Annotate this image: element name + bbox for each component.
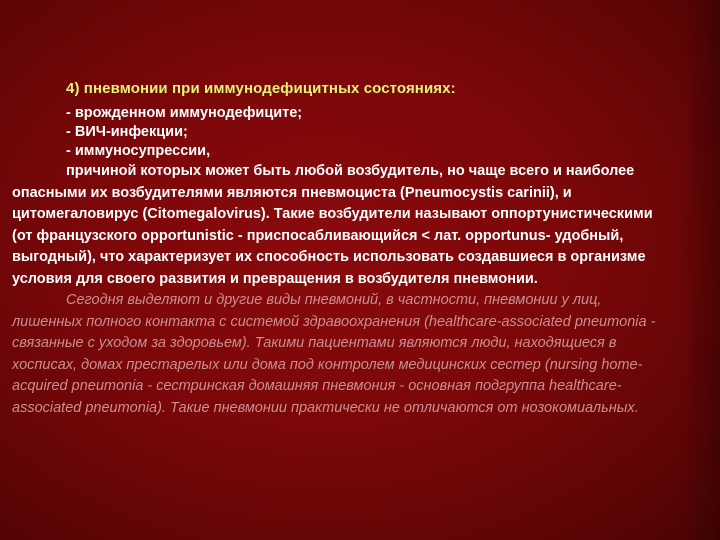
paragraph-healthcare-associated-text: Сегодня выделяют и другие виды пневмоний, в частности, пневмонии у лиц, лишенных полного контакта с системой здравоохранения (healthcare-associated pneumonia - связанные с уходом за здоровьем). Такими пациентами являются люди, находящиеся в хосписах, домах престарелых или дома под контролем медицинских сестер (nursing home-acquired pneumonia - сестринская домашняя пневмония - основная подгруппа healthcare-associated pneumonia). Такие пневмонии практически не отличаются от нозокомиальных.: [12, 292, 656, 416]
list-item-hiv-infection: - ВИЧ-инфекции;: [66, 124, 188, 140]
paragraph-pathogens: причиной которых может быть любой возбудитель, но чаще всего и наиболее опасными их возбудителями являются пневмоциста (Pneumocystis carinii), и цитомегаловирус (Citomegalovirus). Такие возбудители называют оппортунистическими (от французского opportunistic - приспосабливающийся < лат. opportunus- удобный, выгодный), что характеризует их способность использовать создавшиеся в организме условия для своего развития и превращения в возбудителя пневмонии.: [12, 163, 653, 287]
slide-heading: 4) пневмонии при иммунодефицитных состояниях:: [66, 80, 456, 97]
slide-content: [12, 80, 706, 419]
list-item-congenital-immunodeficiency: - врожденном иммунодефиците;: [66, 105, 303, 121]
paragraph-healthcare-associated: [12, 290, 662, 419]
list-item-immunosuppression: - иммуносупрессии,: [66, 143, 211, 159]
